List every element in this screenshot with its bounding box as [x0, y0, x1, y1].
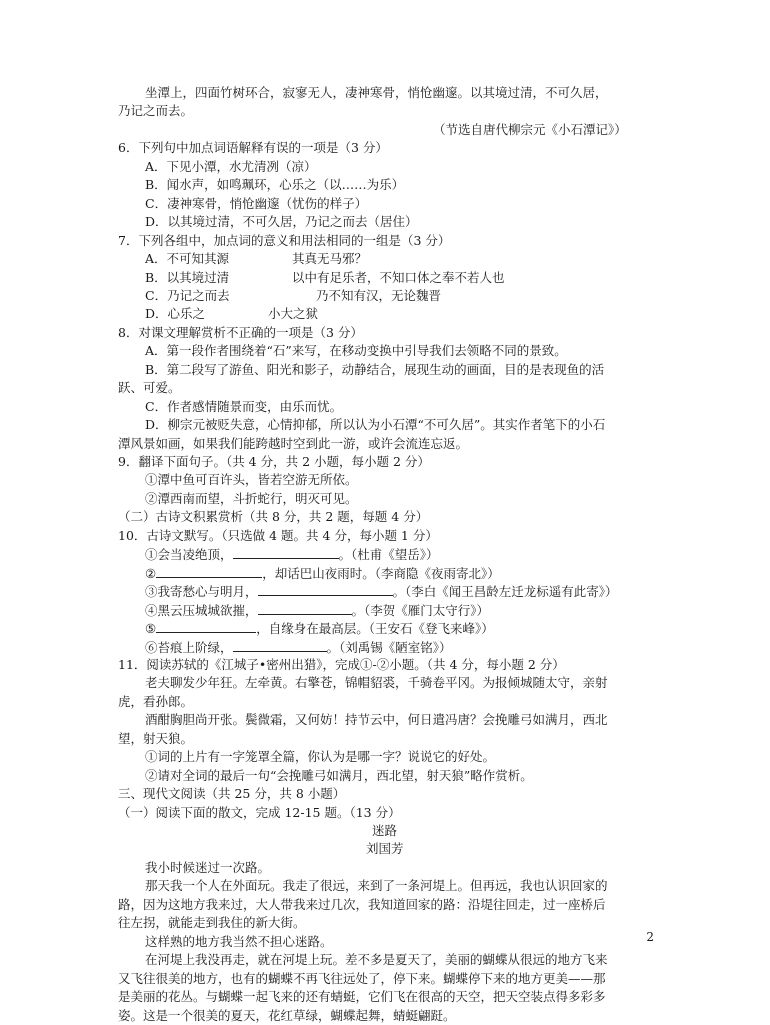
essay-line: 在河堤上我没再走，就在河堤上玩。差不多是夏天了，美丽的蝴蝶从很远的地方飞来 — [145, 952, 608, 968]
fill-item — [145, 582, 618, 601]
answer-blank[interactable] — [233, 638, 327, 652]
question-stem: 11．阅读苏轼的《江城子•密州出猎》，完成①-②小题。（共 4 分，每小题 2 分） — [118, 656, 565, 672]
answer-blank[interactable] — [258, 601, 352, 615]
fill-text: 。（李白《闻王昌龄左迁龙标遥有此寄》） — [392, 584, 618, 600]
fill-item — [145, 564, 500, 583]
option: 潭风景如画，如果我们能跨越时空到此一游，或许会流连忘返。 — [118, 435, 469, 451]
section-heading: （二）古诗文积累赏析（共 8 分，共 2 题，每题 4 分） — [118, 509, 429, 525]
option: B．第二段写了游鱼、阳光和影子，动静结合，展现生动的画面，目的是表现鱼的活 — [145, 361, 605, 377]
answer-blank[interactable] — [233, 545, 339, 559]
essay-title: 迷路 — [372, 823, 398, 838]
passage-line: 乃记之而去。 — [118, 103, 194, 119]
option: D．柳宗元被贬失意，心情抑郁，所以认为小石潭“不可久居”。其实作者笔下的小石 — [145, 417, 606, 433]
fill-text: 。（杜甫《望岳》） — [338, 547, 439, 563]
fill-item — [145, 619, 494, 638]
fill-text: ，自缘身在最高层。（王安石《登飞来峰》） — [256, 621, 494, 637]
page-number: 2 — [646, 930, 654, 944]
fill-item — [145, 545, 439, 564]
fill-text: ④黑云压城城欲摧， — [145, 602, 258, 618]
option: C．乃记之而去 — [145, 287, 230, 303]
option: D．以其境过清，不可久居，乃记之而去（居住） — [145, 214, 418, 230]
poem-line: 老夫聊发少年狂。左牵黄。右擎苍，锦帽貂裘，千骑卷平冈。为报倾城随太守，亲射 — [145, 675, 608, 691]
fill-text: ② — [145, 565, 157, 581]
poem-line: 酒酣胸胆尚开张。鬓微霜，又何妨！持节云中，何日遣冯唐？会挽雕弓如满月，西北 — [145, 712, 608, 728]
essay-line: 往左拐，就能走到我住的新大街。 — [118, 915, 306, 931]
question-stem: 8．对课文理解赏析不正确的一项是（3 分） — [118, 324, 363, 340]
fill-text: ，却话巴山夜雨时。（李商隐《夜雨寄北》） — [262, 565, 500, 581]
question-stem: 10．古诗文默写。（只选做 4 题。共 4 分，每小题 1 分） — [118, 527, 438, 543]
option-pair: 乃不知有汉，无论魏晋 — [316, 287, 442, 303]
fill-item — [145, 601, 489, 620]
sentence: ②潭西南而望，斗折蛇行，明灭可见。 — [145, 490, 358, 506]
fill-text: ①会当凌绝顶， — [145, 547, 233, 563]
subsection-heading: （一）阅读下面的散文，完成 12-15 题。（13 分） — [118, 804, 401, 820]
option: C．作者感情随景而变，由乐而忧。 — [145, 398, 343, 414]
option-pair: 小大之狱 — [268, 306, 319, 322]
section-heading: 三、现代文阅读（共 25 分，共 8 小题） — [118, 786, 346, 802]
passage-line: 坐潭上，四面竹树环合，寂寥无人，凄神寒骨，悄怆幽邃。以其境过清，不可久居， — [145, 85, 608, 100]
sub-question: ②请对全词的最后一句“会挽雕弓如满月，西北望，射天狼”略作赏析。 — [145, 767, 533, 783]
passage-source: （节选自唐代柳宗元《小石潭记》） — [433, 121, 627, 137]
option: D．心乐之 — [145, 306, 206, 322]
question-stem: 6．下列句中加点词语解释有误的一项是（3 分） — [118, 140, 388, 156]
poem-line: 虎，看孙郎。 — [118, 693, 194, 709]
fill-item — [145, 638, 452, 657]
answer-blank[interactable] — [156, 619, 256, 633]
fill-text: ③我寄愁心与明月， — [145, 584, 258, 600]
essay-line: 我小时候迷过一次路。 — [145, 859, 271, 875]
essay-line: 路，因为这地方我来过，大人带我来过几次，我知道回家的路：沿堤往回走，过一座桥后 — [118, 896, 606, 912]
fill-text: ⑥苔痕上阶绿， — [145, 639, 233, 655]
answer-blank[interactable] — [258, 582, 393, 596]
essay-author: 刘国芳 — [366, 841, 404, 857]
poem-line: 望，射天狼。 — [118, 730, 194, 746]
option: B．以其境过清 — [145, 269, 230, 285]
sub-question: ①词的上片有一字笼罩全篇，你认为是哪一字？说说它的好处。 — [145, 749, 496, 765]
sentence: ①潭中鱼可百许头，皆若空游无所依。 — [145, 472, 358, 488]
essay-line: 姿。这是一个很美的夏天，花红草绿，蝴蝶起舞，蜻蜓翩跹。 — [118, 1007, 456, 1023]
option-pair: 其真无马邪？ — [292, 251, 368, 267]
fill-text: ⑤ — [145, 621, 157, 637]
essay-line: 是美丽的花丛。与蝴蝶一起飞来的还有蜻蜓，它们飞在很高的天空，把天空装点得多彩多 — [118, 989, 606, 1005]
fill-text: 。（刘禹锡《陋室铭》） — [326, 639, 452, 655]
essay-line: 这样熟的地方我当然不担心迷路。 — [145, 933, 333, 949]
essay-line: 那天我一个人在外面玩。我走了很远，来到了一条河堤上。但再远，我也认识回家的 — [145, 878, 608, 894]
option: 跃、可爱。 — [118, 380, 181, 396]
essay-line: 又飞往很美的地方，也有的蝴蝶不再飞往远处了，停下来。蝴蝶停下来的地方更美——那 — [118, 970, 606, 986]
option: A．第一段作者围绕着“石”来写，在移动变换中引导我们去领略不同的景致。 — [145, 343, 567, 359]
question-stem: 9．翻译下面句子。（共 4 分，共 2 小题，每小题 2 分） — [118, 454, 430, 469]
option: B．闻水声，如鸣珮环，心乐之（以……为乐） — [145, 177, 405, 193]
option: A．不可知其源 — [145, 251, 230, 267]
fill-text: 。（李贺《雁门太守行》） — [351, 602, 490, 618]
option-pair: 以中有足乐者，不知口体之奉不若人也 — [292, 269, 505, 285]
question-stem: 7．下列各组中，加点词的意义和用法相同的一组是（3 分） — [118, 232, 451, 248]
option: A．下见小潭，水尤清冽（凉） — [145, 158, 317, 174]
answer-blank[interactable] — [156, 564, 262, 578]
option: C．凄神寒骨，悄怆幽邃（忧伤的样子） — [145, 195, 368, 211]
